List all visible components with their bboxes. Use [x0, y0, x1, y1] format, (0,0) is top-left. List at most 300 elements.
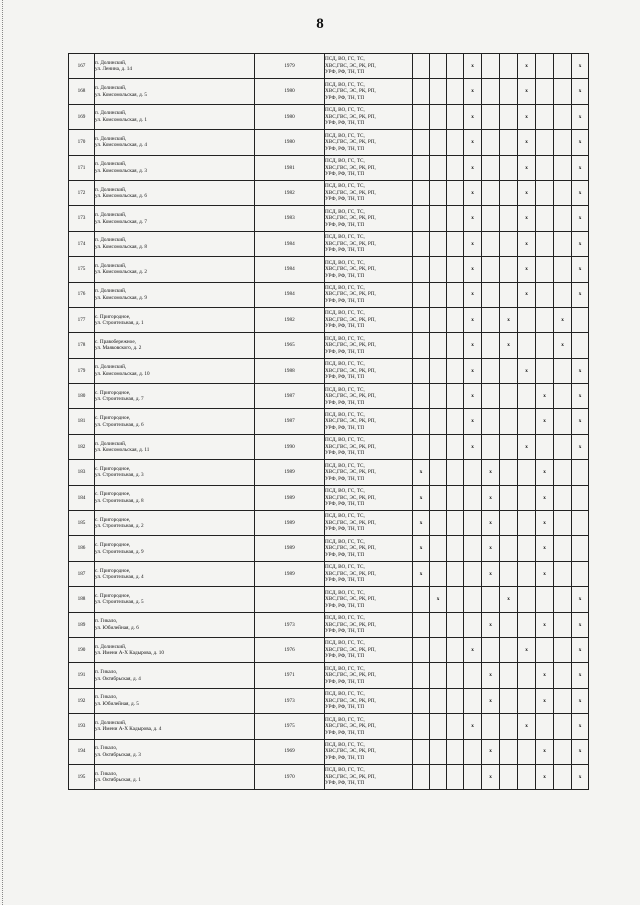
mark-cell: [500, 764, 518, 789]
mark-cell: x: [572, 130, 589, 155]
mark-cell: [518, 764, 536, 789]
works-line: УРФ, РФ, ТН, ТП: [325, 475, 365, 482]
mark-cell: [536, 231, 554, 256]
address-cell: [95, 333, 255, 358]
mark-cell: [413, 155, 430, 180]
mark-cell: [500, 180, 518, 205]
mark-cell: [413, 714, 430, 739]
works-line: ХВС,ГВС, ЭС, РК, РП,: [325, 139, 376, 146]
mark-cell: [554, 358, 572, 383]
row-number: 173: [69, 206, 95, 231]
mark-cell: [554, 434, 572, 459]
mark-cell: x: [464, 714, 482, 739]
works-line: УРФ, РФ, ТН, ТП: [325, 450, 365, 457]
mark-cell: [464, 587, 482, 612]
year-cell: 1984: [255, 257, 325, 282]
mark-cell: x: [482, 536, 500, 561]
address-locality: с. Правобережное,: [95, 338, 136, 345]
mark-cell: [500, 434, 518, 459]
table-row: [69, 180, 589, 205]
mark-cell: x: [518, 54, 536, 79]
table-row: [69, 536, 589, 561]
address-street: ул. Строительная, д. 5: [95, 599, 144, 606]
mark-cell: [554, 409, 572, 434]
mark-cell: x: [536, 511, 554, 536]
works-line: УРФ, РФ, ТН, ТП: [325, 348, 365, 355]
mark-cell: x: [464, 54, 482, 79]
mark-cell: [464, 688, 482, 713]
row-number: 192: [69, 688, 95, 713]
mark-cell: [554, 79, 572, 104]
mark-cell: [447, 79, 464, 104]
address-street: ул. Октябрьская, д. 4: [95, 675, 141, 682]
works-line: ХВС,ГВС, ЭС, РК, РП,: [325, 393, 376, 400]
mark-cell: [482, 155, 500, 180]
row-number: 178: [69, 333, 95, 358]
address-cell: [95, 460, 255, 485]
mark-cell: [413, 130, 430, 155]
mark-cell: [500, 130, 518, 155]
year-cell: 1984: [255, 282, 325, 307]
works-line: УРФ, РФ, ТН, ТП: [325, 424, 365, 431]
mark-cell: [518, 561, 536, 586]
row-number: 169: [69, 104, 95, 129]
works-line: ПСД, ВО, ГС, ТС,: [325, 462, 365, 469]
works-line: ХВС,ГВС, ЭС, РК, РП,: [325, 367, 376, 374]
mark-cell: x: [518, 637, 536, 662]
address-cell: [95, 714, 255, 739]
mark-cell: x: [482, 688, 500, 713]
mark-cell: [500, 155, 518, 180]
year-cell: 1987: [255, 384, 325, 409]
works-line: ХВС,ГВС, ЭС, РК, РП,: [325, 697, 376, 704]
address-cell: [95, 180, 255, 205]
address-locality: п. Долинский,: [95, 440, 127, 447]
mark-cell: x: [572, 79, 589, 104]
address-cell: [95, 54, 255, 79]
works-list: [325, 206, 413, 231]
mark-cell: x: [482, 511, 500, 536]
address-cell: [95, 130, 255, 155]
works-line: УРФ, РФ, ТН, ТП: [325, 94, 365, 101]
works-list: [325, 409, 413, 434]
mark-cell: [554, 282, 572, 307]
address-street: ул. Строительная, д. 9: [95, 548, 144, 555]
table-row: [69, 384, 589, 409]
address-street: ул. Комсомольская, д. 3: [95, 167, 147, 174]
table-row: [69, 764, 589, 789]
works-line: ХВС,ГВС, ЭС, РК, РП,: [325, 291, 376, 298]
works-list: [325, 130, 413, 155]
mark-cell: x: [518, 155, 536, 180]
mark-cell: [518, 384, 536, 409]
works-line: ПСД, ВО, ГС, ТС,: [325, 208, 365, 215]
works-line: УРФ, РФ, ТН, ТП: [325, 653, 365, 660]
mark-cell: x: [464, 231, 482, 256]
mark-cell: x: [482, 739, 500, 764]
address-cell: [95, 282, 255, 307]
works-line: ПСД, ВО, ГС, ТС,: [325, 361, 365, 368]
mark-cell: [482, 409, 500, 434]
mark-cell: x: [500, 333, 518, 358]
address-locality: п. Долинский,: [95, 719, 127, 726]
works-line: ПСД, ВО, ГС, ТС,: [325, 437, 365, 444]
works-line: ХВС,ГВС, ЭС, РК, РП,: [325, 266, 376, 273]
mark-cell: [554, 155, 572, 180]
mark-cell: [413, 307, 430, 332]
works-line: ХВС,ГВС, ЭС, РК, РП,: [325, 621, 376, 628]
mark-cell: [536, 206, 554, 231]
works-list: [325, 54, 413, 79]
address-cell: [95, 511, 255, 536]
row-number: 185: [69, 511, 95, 536]
mark-cell: [447, 460, 464, 485]
works-list: [325, 155, 413, 180]
mark-cell: x: [572, 587, 589, 612]
mark-cell: x: [518, 434, 536, 459]
table-row: [69, 333, 589, 358]
mark-cell: [536, 130, 554, 155]
table-row: [69, 587, 589, 612]
address-cell: [95, 384, 255, 409]
mark-cell: [447, 714, 464, 739]
mark-cell: [430, 764, 447, 789]
mark-cell: [413, 206, 430, 231]
row-number: 194: [69, 739, 95, 764]
address-street: ул. Строительная, д. 2: [95, 523, 144, 530]
mark-cell: x: [482, 561, 500, 586]
mark-cell: x: [464, 307, 482, 332]
works-list: [325, 612, 413, 637]
mark-cell: x: [572, 663, 589, 688]
mark-cell: [482, 714, 500, 739]
address-cell: [95, 257, 255, 282]
mark-cell: x: [536, 460, 554, 485]
mark-cell: x: [482, 663, 500, 688]
mark-cell: x: [464, 358, 482, 383]
works-line: ХВС,ГВС, ЭС, РК, РП,: [325, 316, 376, 323]
works-line: ПСД, ВО, ГС, ТС,: [325, 589, 365, 596]
mark-cell: x: [500, 587, 518, 612]
works-line: ПСД, ВО, ГС, ТС,: [325, 665, 365, 672]
works-list: [325, 358, 413, 383]
works-line: ХВС,ГВС, ЭС, РК, РП,: [325, 189, 376, 196]
mark-cell: x: [482, 612, 500, 637]
works-line: УРФ, РФ, ТН, ТП: [325, 577, 365, 584]
works-line: ХВС,ГВС, ЭС, РК, РП,: [325, 240, 376, 247]
year-cell: 1975: [255, 714, 325, 739]
works-line: УРФ, РФ, ТН, ТП: [325, 247, 365, 254]
works-line: ПСД, ВО, ГС, ТС,: [325, 767, 365, 774]
works-list: [325, 231, 413, 256]
mark-cell: [447, 54, 464, 79]
address-locality: п. Долинский,: [95, 110, 127, 117]
row-number: 181: [69, 409, 95, 434]
year-cell: 1981: [255, 155, 325, 180]
mark-cell: [554, 739, 572, 764]
row-number: 180: [69, 384, 95, 409]
works-line: ХВС,ГВС, ЭС, РК, РП,: [325, 545, 376, 552]
mark-cell: x: [572, 384, 589, 409]
mark-cell: [500, 663, 518, 688]
mark-cell: [447, 587, 464, 612]
mark-cell: [536, 54, 554, 79]
address-locality: п. Гикало,: [95, 770, 118, 777]
mark-cell: [482, 180, 500, 205]
year-cell: 1980: [255, 130, 325, 155]
address-street: ул. Комсомольская, д. 6: [95, 193, 147, 200]
year-cell: 1973: [255, 688, 325, 713]
mark-cell: [518, 612, 536, 637]
mark-cell: [447, 536, 464, 561]
address-street: ул. Строительная, д. 3: [95, 472, 144, 479]
year-cell: 1969: [255, 739, 325, 764]
mark-cell: x: [572, 231, 589, 256]
mark-cell: [447, 231, 464, 256]
mark-cell: [536, 587, 554, 612]
mark-cell: [500, 739, 518, 764]
address-street: ул. Комсомольская, д. 2: [95, 269, 147, 276]
mark-cell: [413, 180, 430, 205]
mark-cell: [554, 587, 572, 612]
works-list: [325, 764, 413, 789]
address-locality: п. Долинский,: [95, 262, 127, 269]
mark-cell: x: [536, 688, 554, 713]
mark-cell: [430, 307, 447, 332]
mark-cell: [536, 637, 554, 662]
works-line: ПСД, ВО, ГС, ТС,: [325, 107, 365, 114]
address-locality: п. Гикало,: [95, 745, 118, 752]
mark-cell: [572, 536, 589, 561]
works-line: ХВС,ГВС, ЭС, РК, РП,: [325, 164, 376, 171]
address-cell: [95, 206, 255, 231]
row-number: 184: [69, 485, 95, 510]
works-line: ПСД, ВО, ГС, ТС,: [325, 513, 365, 520]
mark-cell: x: [572, 714, 589, 739]
mark-cell: [464, 485, 482, 510]
address-street: ул. Строительная, д. 1: [95, 320, 144, 327]
mark-cell: [554, 561, 572, 586]
mark-cell: x: [536, 739, 554, 764]
table-row: [69, 130, 589, 155]
mark-cell: x: [464, 257, 482, 282]
mark-cell: [447, 206, 464, 231]
mark-cell: x: [518, 180, 536, 205]
address-cell: [95, 561, 255, 586]
mark-cell: [482, 79, 500, 104]
mark-cell: [482, 358, 500, 383]
mark-cell: [518, 663, 536, 688]
mark-cell: [447, 307, 464, 332]
mark-cell: [430, 460, 447, 485]
mark-cell: [413, 79, 430, 104]
mark-cell: [430, 79, 447, 104]
year-cell: 1982: [255, 307, 325, 332]
works-line: УРФ, РФ, ТН, ТП: [325, 501, 365, 508]
mark-cell: [430, 485, 447, 510]
mark-cell: [447, 384, 464, 409]
mark-cell: [518, 485, 536, 510]
mark-cell: [482, 637, 500, 662]
mark-cell: [536, 714, 554, 739]
mark-cell: x: [536, 536, 554, 561]
mark-cell: x: [518, 282, 536, 307]
mark-cell: [482, 231, 500, 256]
works-line: ПСД, ВО, ГС, ТС,: [325, 488, 365, 495]
address-cell: [95, 764, 255, 789]
works-line: ХВС,ГВС, ЭС, РК, РП,: [325, 596, 376, 603]
mark-cell: x: [572, 104, 589, 129]
mark-cell: [536, 333, 554, 358]
row-number: 187: [69, 561, 95, 586]
address-locality: с. Пригородное,: [95, 415, 131, 422]
row-number: 183: [69, 460, 95, 485]
row-number: 170: [69, 130, 95, 155]
address-street: ул. Октябрьская, д. 3: [95, 751, 141, 758]
table-body: [69, 54, 589, 790]
works-list: [325, 561, 413, 586]
works-line: ХВС,ГВС, ЭС, РК, РП,: [325, 88, 376, 95]
mark-cell: [447, 282, 464, 307]
address-street: ул. Комсомольская, д. 9: [95, 294, 147, 301]
mark-cell: [554, 637, 572, 662]
mark-cell: [500, 231, 518, 256]
year-cell: 1989: [255, 561, 325, 586]
address-cell: [95, 155, 255, 180]
address-cell: [95, 587, 255, 612]
row-number: 176: [69, 282, 95, 307]
mark-cell: x: [536, 485, 554, 510]
table-row: [69, 714, 589, 739]
address-locality: п. Долинский,: [95, 59, 127, 66]
works-line: ПСД, ВО, ГС, ТС,: [325, 158, 365, 164]
works-line: УРФ, РФ, ТН, ТП: [325, 704, 365, 711]
works-line: ПСД, ВО, ГС, ТС,: [325, 259, 365, 266]
mark-cell: [500, 612, 518, 637]
works-line: ХВС,ГВС, ЭС, РК, РП,: [325, 418, 376, 425]
works-list: [325, 180, 413, 205]
mark-cell: [518, 460, 536, 485]
mark-cell: [518, 511, 536, 536]
mark-cell: [430, 206, 447, 231]
mark-cell: [413, 587, 430, 612]
mark-cell: [413, 663, 430, 688]
works-line: ПСД, ВО, ГС, ТС,: [325, 183, 365, 190]
buildings-table: [68, 53, 589, 790]
address-locality: п. Долинский,: [95, 161, 127, 168]
table-row: [69, 206, 589, 231]
mark-cell: [430, 384, 447, 409]
mark-cell: [413, 434, 430, 459]
address-street: ул. Юбилейная, д. 5: [95, 700, 139, 707]
mark-cell: x: [518, 130, 536, 155]
mark-cell: [464, 536, 482, 561]
works-line: ПСД, ВО, ГС, ТС,: [325, 234, 365, 241]
table-row: [69, 663, 589, 688]
mark-cell: [572, 561, 589, 586]
mark-cell: [536, 358, 554, 383]
mark-cell: [554, 536, 572, 561]
address-locality: п. Гикало,: [95, 618, 118, 625]
row-number: 171: [69, 155, 95, 180]
address-cell: [95, 434, 255, 459]
mark-cell: [430, 155, 447, 180]
works-line: ХВС,ГВС, ЭС, РК, РП,: [325, 519, 376, 526]
mark-cell: [447, 358, 464, 383]
works-line: УРФ, РФ, ТН, ТП: [325, 196, 365, 203]
table-row: [69, 358, 589, 383]
works-line: ПСД, ВО, ГС, ТС,: [325, 716, 365, 723]
table-row: [69, 307, 589, 332]
mark-cell: [430, 434, 447, 459]
mark-cell: [500, 637, 518, 662]
table-row: [69, 561, 589, 586]
works-line: ПСД, ВО, ГС, ТС,: [325, 386, 365, 393]
address-cell: [95, 307, 255, 332]
works-line: ПСД, ВО, ГС, ТС,: [325, 691, 365, 698]
mark-cell: x: [572, 688, 589, 713]
address-locality: п. Долинский,: [95, 135, 127, 142]
year-cell: 1990: [255, 434, 325, 459]
row-number: 191: [69, 663, 95, 688]
works-line: УРФ, РФ, ТН, ТП: [325, 272, 365, 279]
mark-cell: [413, 688, 430, 713]
year-cell: 1989: [255, 485, 325, 510]
address-locality: с. Пригородное,: [95, 592, 131, 599]
table-row: [69, 79, 589, 104]
address-locality: п. Долинский,: [95, 186, 127, 193]
mark-cell: [500, 104, 518, 129]
mark-cell: [430, 104, 447, 129]
works-list: [325, 637, 413, 662]
address-street: ул. Комсомольская, д. 1: [95, 116, 147, 123]
table-row: [69, 460, 589, 485]
table-row: [69, 637, 589, 662]
mark-cell: [447, 257, 464, 282]
mark-cell: [554, 612, 572, 637]
address-street: ул. Ленина, д. 14: [95, 66, 132, 73]
works-line: ХВС,ГВС, ЭС, РК, РП,: [325, 113, 376, 120]
works-line: ХВС,ГВС, ЭС, РК, РП,: [325, 443, 376, 450]
mark-cell: [430, 130, 447, 155]
works-line: ХВС,ГВС, ЭС, РК, РП,: [325, 494, 376, 501]
mark-cell: x: [464, 637, 482, 662]
address-cell: [95, 739, 255, 764]
mark-cell: x: [572, 637, 589, 662]
table-row: [69, 231, 589, 256]
mark-cell: x: [518, 79, 536, 104]
mark-cell: [572, 511, 589, 536]
mark-cell: [482, 130, 500, 155]
mark-cell: [482, 257, 500, 282]
mark-cell: x: [518, 257, 536, 282]
works-line: УРФ, РФ, ТН, ТП: [325, 678, 365, 685]
mark-cell: [447, 180, 464, 205]
table-row: [69, 485, 589, 510]
mark-cell: [430, 612, 447, 637]
table-row: [69, 688, 589, 713]
mark-cell: [536, 434, 554, 459]
table-row: [69, 54, 589, 79]
mark-cell: x: [518, 104, 536, 129]
works-line: УРФ, РФ, ТН, ТП: [325, 602, 365, 609]
address-locality: п. Долинский,: [95, 85, 127, 92]
mark-cell: [430, 637, 447, 662]
address-cell: [95, 104, 255, 129]
row-number: 193: [69, 714, 95, 739]
mark-cell: [554, 714, 572, 739]
mark-cell: [430, 333, 447, 358]
